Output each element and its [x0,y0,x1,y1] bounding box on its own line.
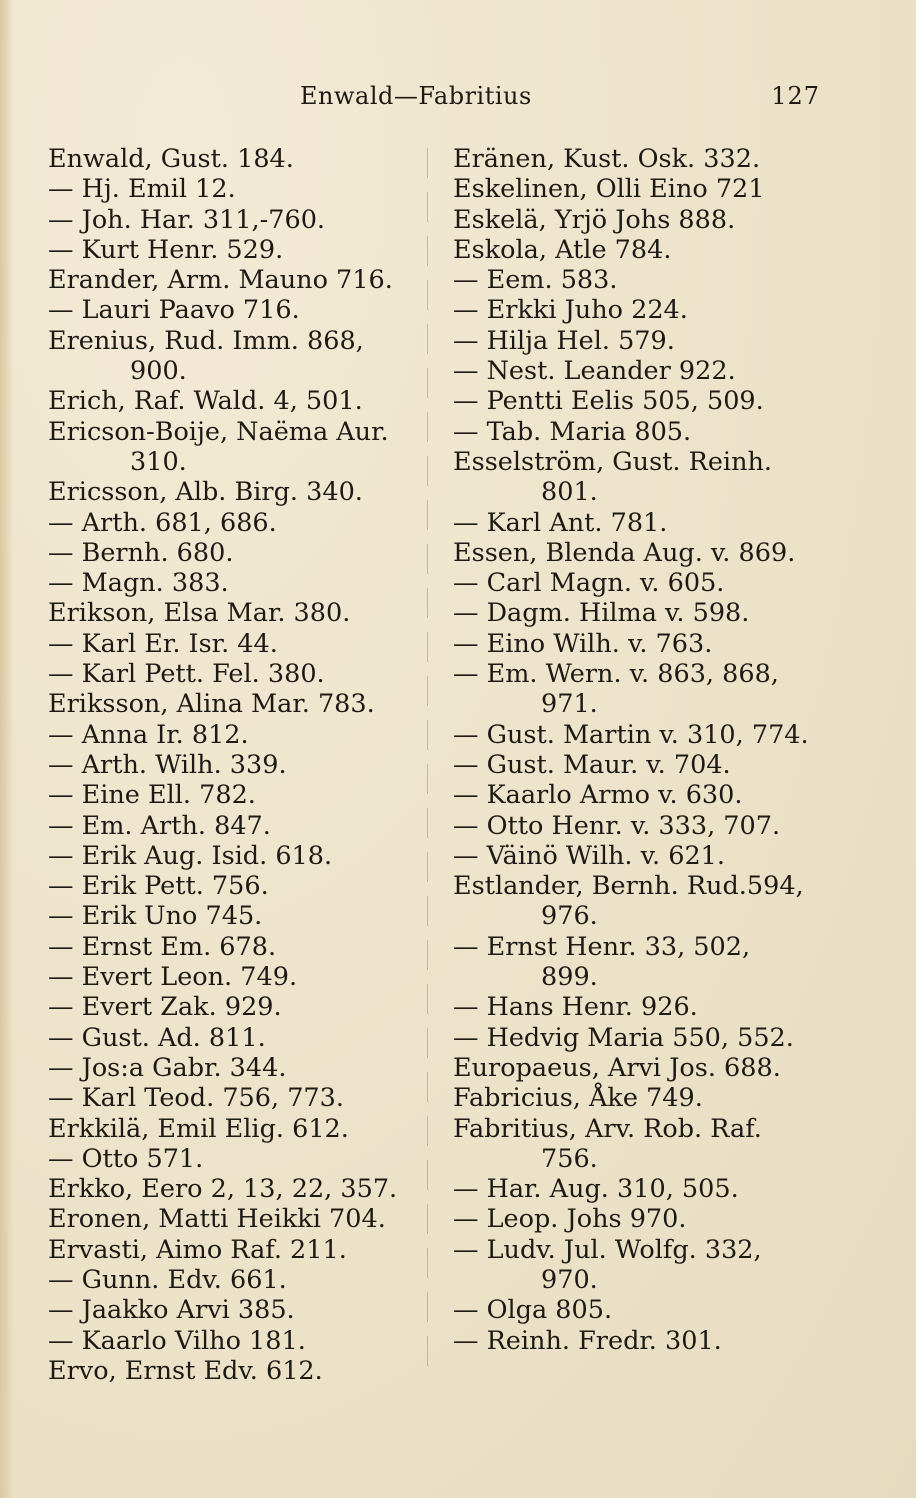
index-entry: Eronen, Matti Heikki 704. [48,1204,386,1235]
index-entry: — Karl Pett. Fel. 380. [48,659,325,690]
index-entry-continuation: 756. [541,1143,598,1174]
index-entry: Esselström, Gust. Reinh. [453,446,773,477]
left-index-column [48,144,416,1386]
index-entry: Erander, Arm. Mauno 716. [48,265,393,296]
index-entry: Fabritius, Arv. Rob. Raf. [453,1113,762,1144]
index-entry: — Erik Pett. 756. [48,871,269,902]
index-entry: — Otto 571. [48,1143,204,1174]
index-entry-continuation: 801. [541,477,598,508]
index-entry: — Gust. Martin v. 310, 774. [453,719,809,750]
index-entry-continuation: 970. [541,1264,598,1295]
index-entry: — Otto Henr. v. 333, 707. [453,810,781,841]
index-entry: — Dagm. Hilma v. 598. [453,598,750,629]
index-entry: — Kaarlo Vilho 181. [48,1325,306,1356]
index-entry: — Har. Aug. 310, 505. [453,1174,739,1205]
index-entry: — Hj. Emil 12. [48,174,236,205]
index-entry: — Arth. 681, 686. [48,507,277,538]
index-entry: Erkko, Eero 2, 13, 22, 357. [48,1174,398,1205]
index-entry: — Magn. 383. [48,568,229,599]
index-entry: — Bernh. 680. [48,537,234,568]
index-entry: — Erik Uno 745. [48,901,263,932]
page-edge-shading [0,0,14,1498]
header-title: Enwald—Fabritius [300,82,532,110]
index-entry: — Eem. 583. [453,265,618,296]
index-entry: — Kurt Henr. 529. [48,234,284,265]
index-entry: — Hedvig Maria 550, 552. [453,1022,794,1053]
index-entry: Erikson, Elsa Mar. 380. [48,598,351,629]
index-entry: — Gust. Ad. 811. [48,1022,266,1053]
index-entry: Ervo, Ernst Edv. 612. [48,1355,323,1386]
index-entry: — Evert Leon. 749. [48,962,298,993]
index-entry: — Jaakko Arvi 385. [48,1295,295,1326]
index-entry: — Erkki Juho 224. [453,295,688,326]
index-entry-continuation: 899. [541,962,598,993]
right-index-column [453,144,833,1356]
index-entry: Eränen, Kust. Osk. 332. [453,144,761,174]
index-entry: — Hilja Hel. 579. [453,325,675,356]
index-entry: — Hans Henr. 926. [453,992,698,1023]
index-entry: — Olga 805. [453,1295,613,1326]
index-entry: Essen, Blenda Aug. v. 869. [453,537,796,568]
index-entry: — Eino Wilh. v. 763. [453,628,713,659]
index-entry: — Ernst Henr. 33, 502, [453,931,751,962]
column-divider [427,148,428,1378]
index-entry: — Väinö Wilh. v. 621. [453,840,725,871]
index-entry: — Ludv. Jul. Wolfg. 332, [453,1234,762,1265]
index-entry-continuation: 310. [130,446,187,477]
index-entry: — Nest. Leander 922. [453,356,736,387]
index-entry: — Evert Zak. 929. [48,992,282,1023]
index-entry: — Arth. Wilh. 339. [48,749,287,780]
index-entry: — Pentti Eelis 505, 509. [453,386,764,417]
index-entry: Eskola, Atle 784. [453,234,672,265]
index-entry: Ericsson, Alb. Birg. 340. [48,477,363,508]
index-entry: Erkkilä, Emil Elig. 612. [48,1113,349,1144]
index-entry: — Gunn. Edv. 661. [48,1264,287,1295]
running-header [300,82,820,122]
index-entry: — Karl Ant. 781. [453,507,668,538]
index-entry: Europaeus, Arvi Jos. 688. [453,1052,781,1083]
index-entry: Eriksson, Alina Mar. 783. [48,689,375,720]
index-entry: Eskelä, Yrjö Johs 888. [453,204,736,235]
index-entry: — Jos:a Gabr. 344. [48,1052,287,1083]
page-number: 127 [771,82,820,110]
index-entry: — Gust. Maur. v. 704. [453,749,731,780]
index-entry: — Kaarlo Armo v. 630. [453,780,743,811]
index-entry: Ervasti, Aimo Raf. 211. [48,1234,347,1265]
index-entry-continuation: 971. [541,689,598,720]
index-entry: Erenius, Rud. Imm. 868, [48,325,364,356]
index-entry: — Em. Wern. v. 863, 868, [453,659,779,690]
index-entry: — Karl Teod. 756, 773. [48,1083,344,1114]
index-entry: — Joh. Har. 311,-760. [48,204,326,235]
index-entry: — Karl Er. Isr. 44. [48,628,278,659]
index-entry: — Em. Arth. 847. [48,810,271,841]
index-entry: — Anna Ir. 812. [48,719,249,750]
index-entry: — Lauri Paavo 716. [48,295,300,326]
index-entry: — Erik Aug. Isid. 618. [48,840,333,871]
index-entry: — Carl Magn. v. 605. [453,568,725,599]
index-entry: — Leop. Johs 970. [453,1204,687,1235]
index-entry: Enwald, Gust. 184. [48,144,294,174]
index-entry-continuation: 976. [541,901,598,932]
index-entry: — Eine Ell. 782. [48,780,256,811]
index-entry: — Tab. Maria 805. [453,416,692,447]
index-entry: — Ernst Em. 678. [48,931,277,962]
index-entry: Eskelinen, Olli Eino 721 [453,174,765,205]
index-entry-continuation: 900. [130,356,187,387]
index-entry: Ericson-Boije, Naëma Aur. [48,416,389,447]
index-entry: — Reinh. Fredr. 301. [453,1325,722,1356]
index-entry: Fabricius, Åke 749. [453,1083,703,1114]
index-entry: Estlander, Bernh. Rud.594, [453,871,804,902]
index-entry: Erich, Raf. Wald. 4, 501. [48,386,363,417]
